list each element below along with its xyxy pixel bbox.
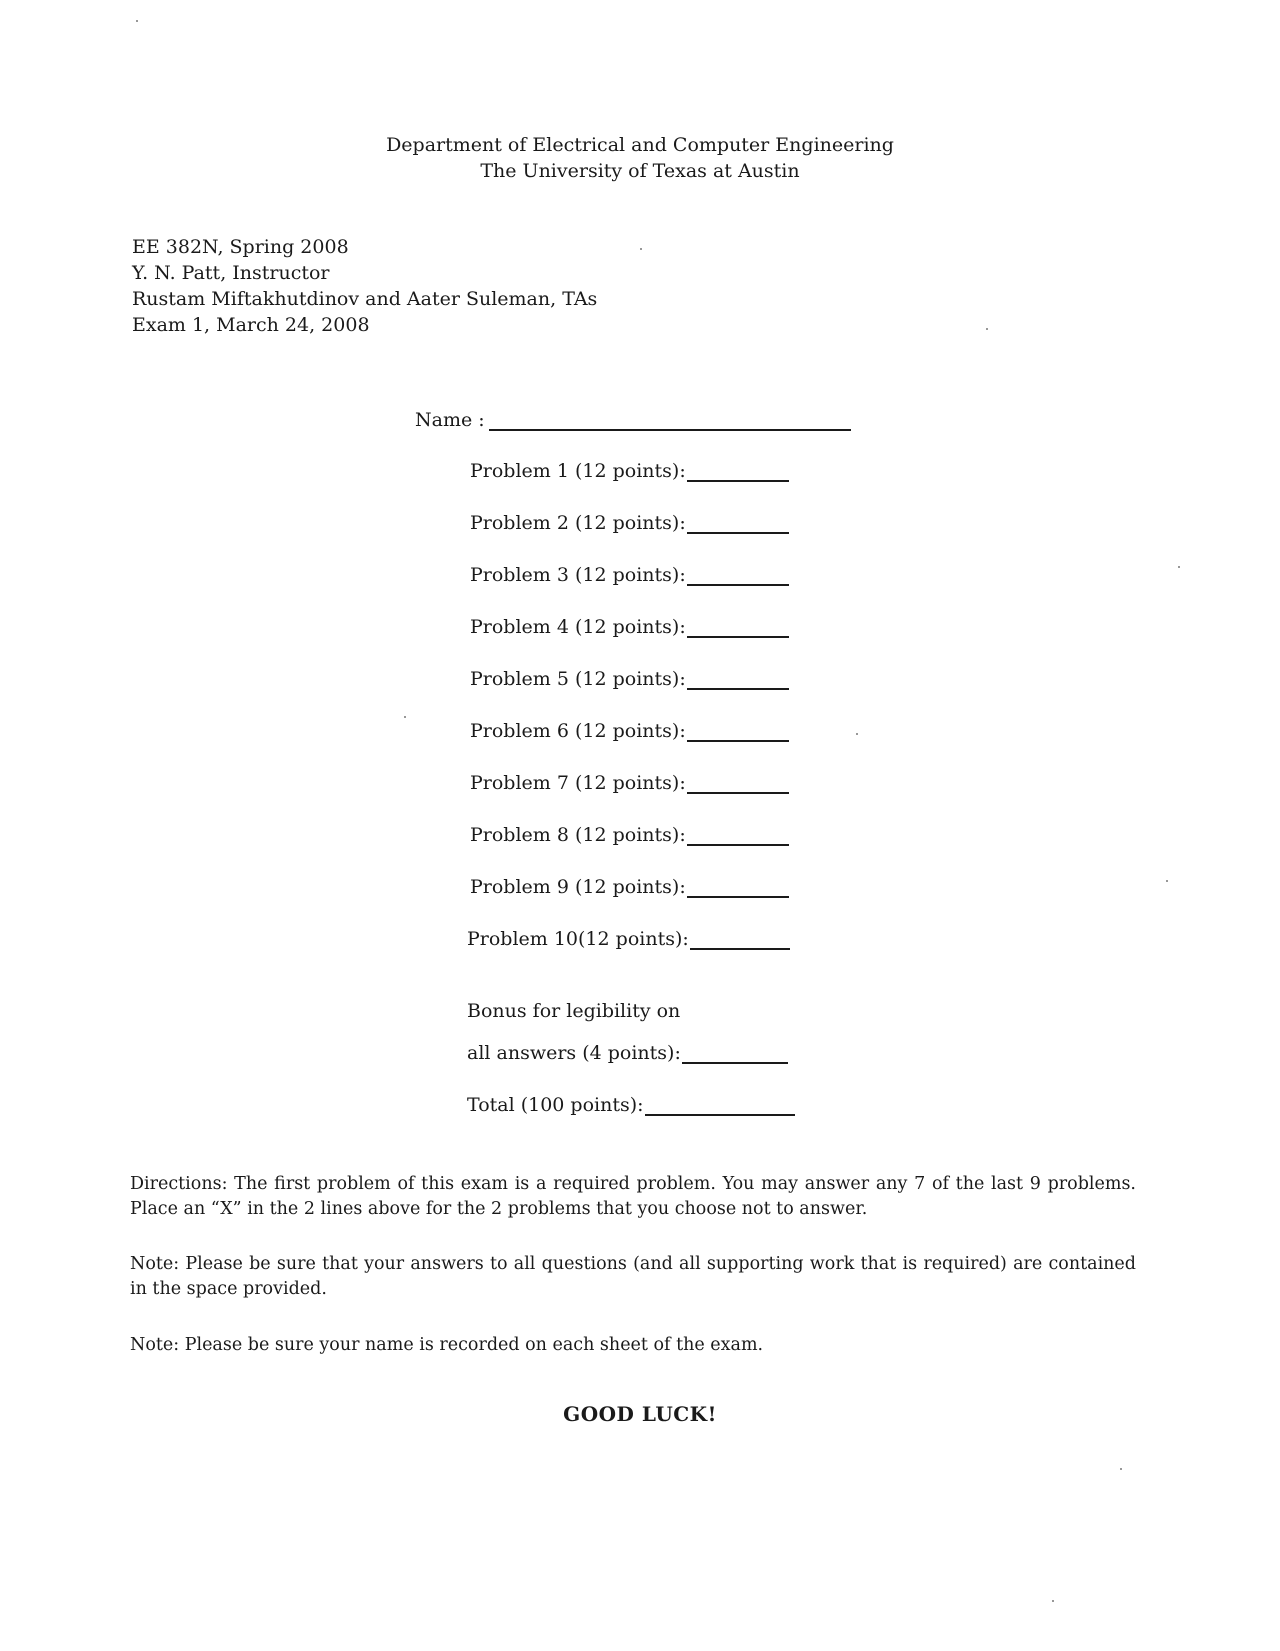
scan-speck [136, 20, 138, 22]
course-line: EE 382N, Spring 2008 [132, 236, 349, 258]
scan-speck [1178, 566, 1180, 568]
score-row-problem-6 [470, 720, 789, 742]
score-blank-line[interactable] [690, 928, 790, 950]
score-label: Problem 3 (12 points): [470, 564, 686, 586]
scan-speck [1120, 1468, 1122, 1470]
score-blank-line[interactable] [682, 1042, 788, 1064]
score-blank-line[interactable] [687, 512, 789, 534]
score-row-problem-2 [470, 512, 789, 534]
score-row-problem-8 [470, 824, 789, 846]
score-row-problem-10 [467, 928, 790, 950]
score-blank-line[interactable] [687, 876, 789, 898]
score-row-problem-1 [470, 460, 789, 482]
score-blank-line[interactable] [687, 720, 789, 742]
score-label: Problem 9 (12 points): [470, 876, 686, 898]
note-name-paragraph: Note: Please be sure your name is recorded on each sheet of the exam. [130, 1335, 764, 1355]
tas-line: Rustam Miftakhutdinov and Aater Suleman, TAs [132, 288, 598, 310]
university-name: The University of Texas at Austin [480, 160, 800, 182]
scan-speck [986, 328, 988, 330]
score-blank-line[interactable] [687, 668, 789, 690]
score-row-bonus [467, 1042, 788, 1064]
header [0, 132, 1280, 184]
score-row-problem-9 [470, 876, 789, 898]
score-blank-line[interactable] [687, 616, 789, 638]
note-answers-paragraph: Note: Please be sure that your answers to all questions (and all supporting work that is required) are contained in the space provided. [130, 1254, 1136, 1299]
scan-speck [1052, 1600, 1054, 1602]
score-label: Problem 2 (12 points): [470, 512, 686, 534]
score-blank-line[interactable] [645, 1094, 795, 1116]
course-info [132, 234, 597, 338]
closing-text: GOOD LUCK! [563, 1402, 717, 1426]
score-label: Problem 1 (12 points): [470, 460, 686, 482]
score-row-problem-7 [470, 772, 789, 794]
name-label: Name : [415, 409, 485, 431]
score-label: Problem 6 (12 points): [470, 720, 686, 742]
department-name: Department of Electrical and Computer Engineering [386, 134, 894, 156]
score-label: Problem 7 (12 points): [470, 772, 686, 794]
score-label: Problem 5 (12 points): [470, 668, 686, 690]
score-row-problem-3 [470, 564, 789, 586]
score-label: Problem 10(12 points): [467, 928, 689, 950]
bonus-label-line2: all answers (4 points): [467, 1042, 681, 1064]
bonus-label-row [467, 1000, 680, 1022]
scan-speck [404, 716, 406, 718]
scan-speck [856, 733, 858, 735]
name-blank-line[interactable] [489, 407, 851, 431]
bonus-label-line1: Bonus for legibility on [467, 1000, 681, 1022]
score-blank-line[interactable] [687, 824, 789, 846]
score-label: Problem 8 (12 points): [470, 824, 686, 846]
directions-paragraph: Directions: The first problem of this exam is a required problem. You may answer any 7 of the last 9 problems. Place an “X” in the 2 lines above for the 2 problems that you choose not to answer. [130, 1174, 1136, 1219]
score-blank-line[interactable] [687, 564, 789, 586]
score-blank-line[interactable] [687, 460, 789, 482]
score-label: Problem 4 (12 points): [470, 616, 686, 638]
instructor-line: Y. N. Patt, Instructor [132, 262, 330, 284]
total-label: Total (100 points): [467, 1094, 644, 1116]
name-row [415, 403, 851, 431]
score-row-problem-5 [470, 668, 789, 690]
exam-line: Exam 1, March 24, 2008 [132, 314, 370, 336]
score-blank-line[interactable] [687, 772, 789, 794]
scan-speck [1166, 880, 1168, 882]
score-row-total [467, 1094, 795, 1116]
scan-speck [640, 248, 642, 250]
score-row-problem-4 [470, 616, 789, 638]
